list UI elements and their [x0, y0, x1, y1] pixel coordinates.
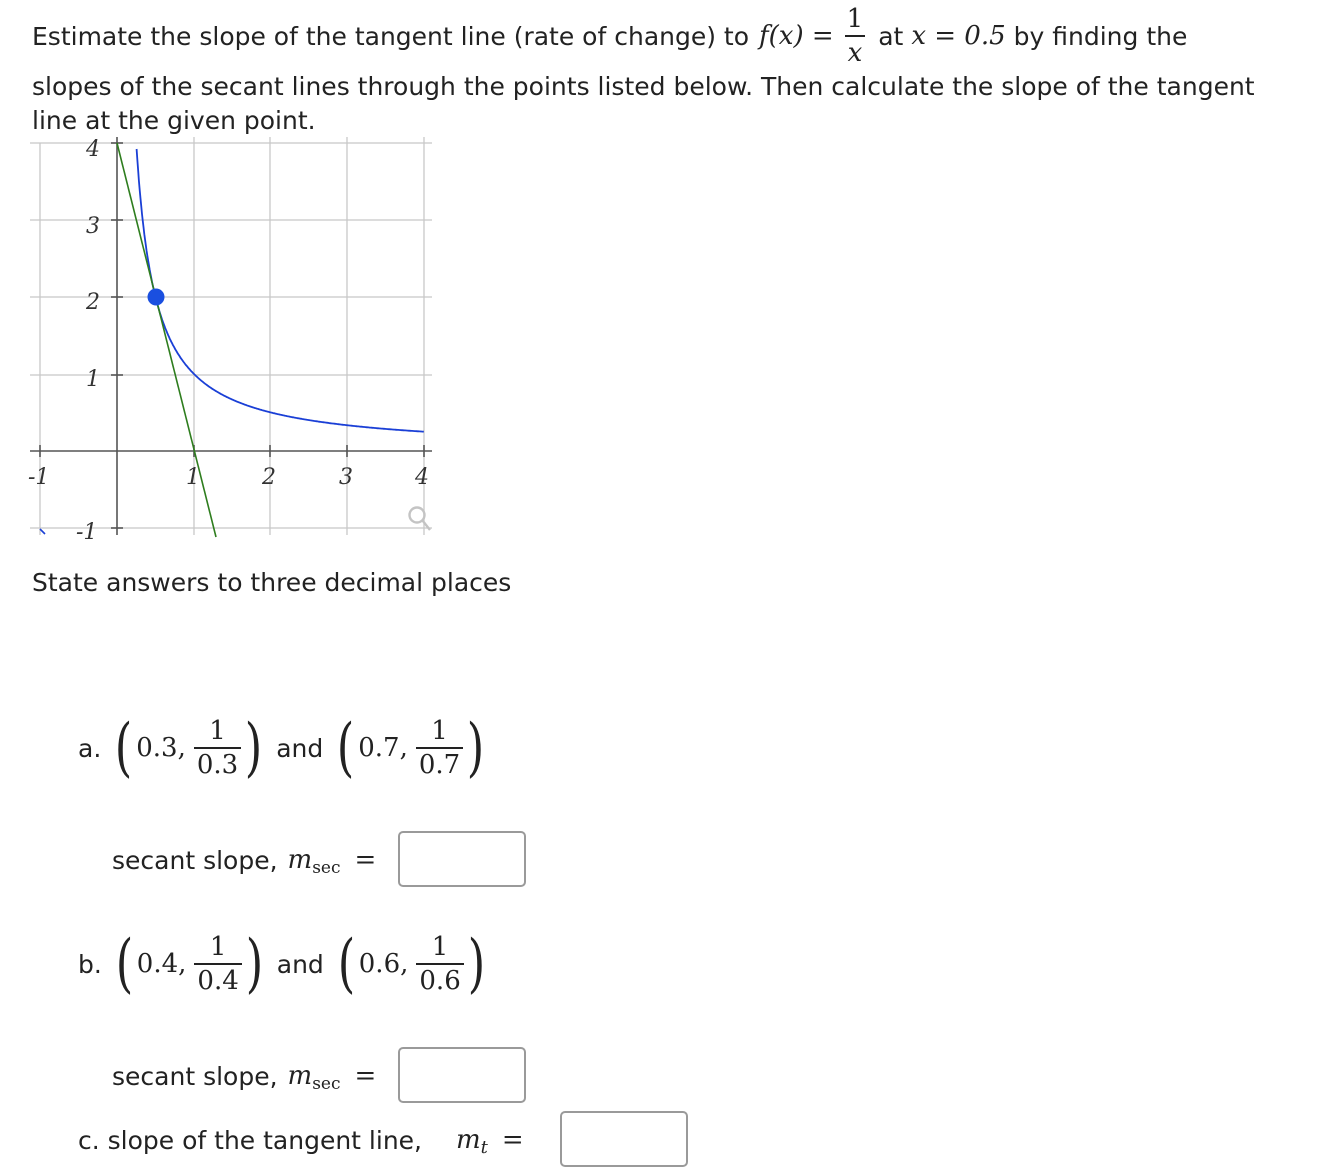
equals-sign: = — [354, 1061, 377, 1091]
part-b-point1-x: 0.4, — [136, 949, 187, 979]
part-b-answer-input[interactable] — [398, 1047, 526, 1103]
part-a-point1-y — [194, 718, 241, 778]
x-tick-label: 2 — [262, 465, 276, 490]
secant-slope-label: secant slope, — [112, 845, 278, 875]
magnifier-icon[interactable] — [410, 508, 431, 531]
secant-slope-label: secant slope, — [112, 1061, 278, 1091]
problem-line-1 — [32, 0, 1187, 72]
x-tick-label: -1 — [28, 465, 50, 490]
part-a-point2-x: 0.7, — [358, 733, 408, 763]
y-tick-label: 2 — [86, 290, 100, 315]
fraction-numerator: 1 — [209, 932, 227, 962]
function-fraction — [844, 6, 867, 66]
part-b-label: b. — [78, 949, 102, 979]
x-tick-label: 4 — [415, 465, 429, 490]
right-paren: ) — [245, 927, 264, 1001]
grid-lines — [30, 137, 432, 535]
left-paren: ( — [337, 927, 356, 1001]
x-tick-label: 1 — [186, 465, 200, 490]
part-a-points — [78, 708, 488, 788]
part-a-secant-row — [112, 838, 376, 882]
and-text: and — [276, 949, 324, 979]
part-b-point2-y — [416, 934, 463, 994]
axes — [30, 137, 432, 535]
y-tick-label: 1 — [86, 367, 100, 392]
intro-prefix: Estimate the slope of the tangent line (rate of change) to — [32, 21, 750, 51]
left-paren: ( — [336, 711, 355, 785]
point-expression: x = 0.5 — [911, 21, 1006, 51]
intro-suffix: by finding the — [1013, 21, 1188, 51]
right-paren: ) — [466, 711, 485, 785]
tangent-point — [148, 289, 165, 306]
part-a-answer-input[interactable] — [398, 831, 526, 887]
part-a-point2-y — [416, 718, 463, 778]
part-a-label: a. — [78, 733, 102, 763]
function-graph[interactable] — [0, 130, 460, 550]
y-tick-label: 3 — [86, 214, 100, 239]
instructions-text: State answers to three decimal places — [32, 568, 512, 597]
equals-sign: = — [354, 845, 377, 875]
m-symbol: m — [287, 1061, 313, 1091]
part-a-point1-x: 0.3, — [136, 733, 186, 763]
and-text: and — [276, 733, 324, 763]
m-subscript: sec — [312, 1074, 341, 1094]
part-b-secant-row — [112, 1054, 376, 1098]
fraction-numerator: 1 — [431, 716, 448, 746]
y-tick-label: 4 — [86, 137, 100, 162]
part-b-points — [78, 924, 489, 1004]
problem-line-3: line at the given point. — [32, 106, 316, 135]
problem-line-2: slopes of the secant lines through the points listed below. Then calculate the slope of the tangent — [32, 72, 1255, 101]
right-paren: ) — [244, 711, 263, 785]
left-paren: ( — [115, 927, 134, 1001]
m-symbol: m — [287, 845, 313, 875]
fraction-numerator: 1 — [846, 4, 864, 34]
x-tick-label: 3 — [339, 465, 353, 490]
at-text: at — [878, 21, 904, 51]
function-lhs: f(x) = — [759, 21, 834, 51]
right-paren: ) — [467, 927, 485, 1001]
left-paren: ( — [115, 711, 133, 785]
tangent-line — [117, 143, 216, 537]
part-c-row — [78, 1118, 524, 1162]
function-curve-negative-branch — [40, 529, 45, 534]
part-c-answer-input[interactable] — [560, 1111, 688, 1167]
fraction-denominator: 0.4 — [194, 963, 241, 994]
fraction-denominator: 0.7 — [416, 747, 463, 778]
fraction-numerator: 1 — [209, 716, 226, 746]
fraction-denominator: x — [845, 35, 866, 66]
y-tick-label: -1 — [76, 520, 98, 545]
m-subscript: sec — [312, 858, 341, 878]
fraction-numerator: 1 — [431, 932, 449, 962]
part-b-point2-x: 0.6, — [358, 949, 409, 979]
fraction-denominator: 0.6 — [416, 963, 463, 994]
m-symbol: m — [456, 1125, 481, 1155]
part-c-label: c. slope of the tangent line, — [78, 1125, 422, 1155]
fraction-denominator: 0.3 — [194, 747, 241, 778]
part-b-point1-y — [194, 934, 241, 994]
equals-sign: = — [501, 1125, 524, 1155]
m-subscript: t — [480, 1137, 488, 1158]
